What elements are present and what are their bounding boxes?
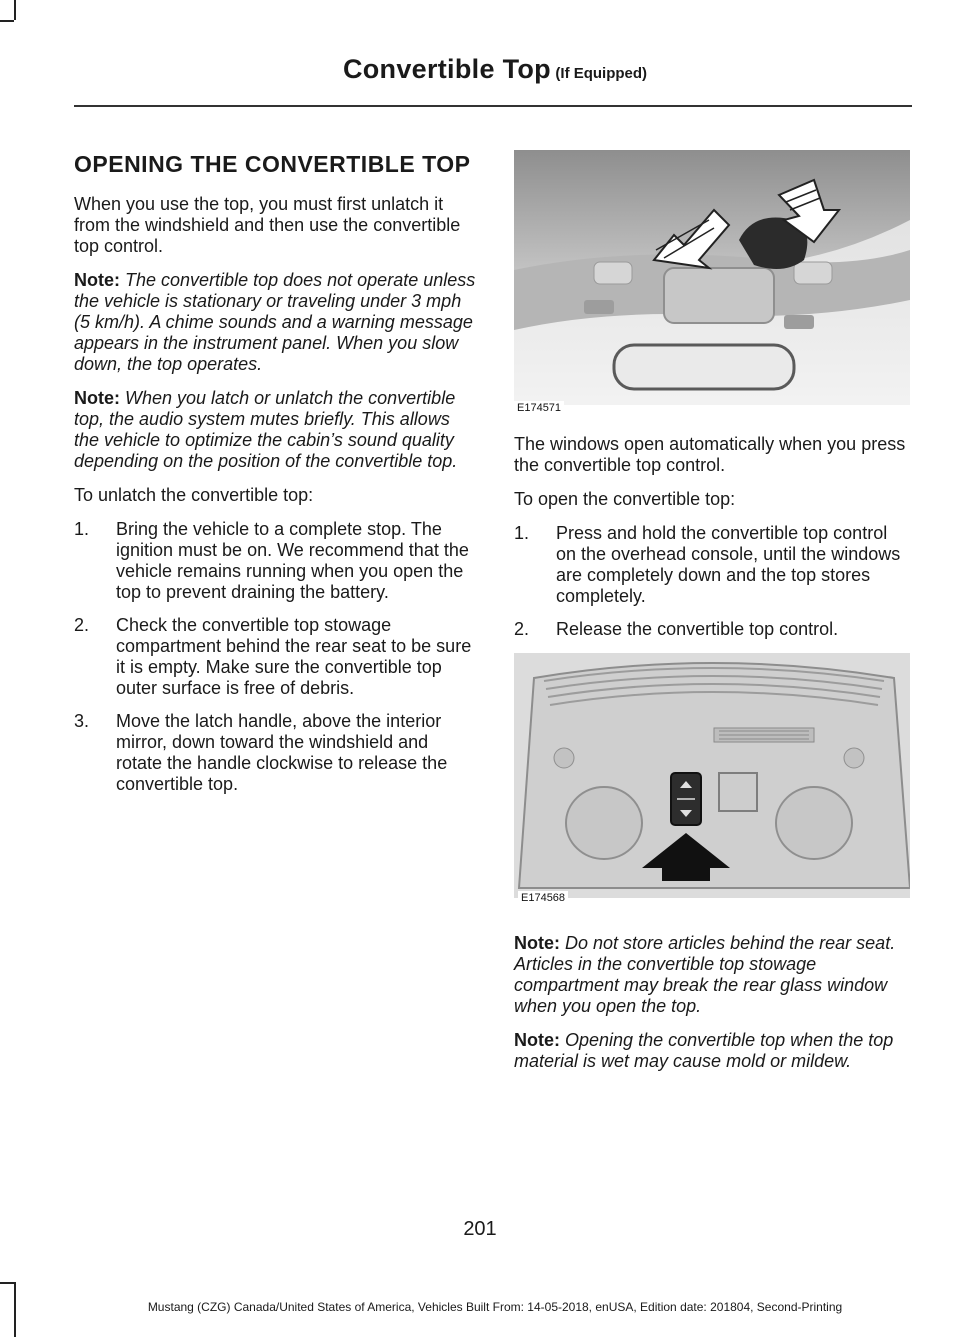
figure-code: E174568 — [518, 891, 568, 905]
list-item — [74, 519, 478, 603]
note-label: Note: — [514, 933, 560, 953]
note-label: Note: — [74, 270, 120, 290]
note-audio — [74, 388, 478, 472]
step-number: 1. — [514, 523, 530, 543]
step-text: Check the convertible top stowage compartment behind the rear seat to be sure it is empty. Make sure the convertible top outer surface is free of debris. — [116, 615, 472, 698]
list-item — [74, 615, 478, 699]
section-heading: OPENING THE CONVERTIBLE TOP — [74, 151, 471, 177]
header-subtitle: (If Equipped) — [555, 65, 648, 82]
note-wet — [514, 1030, 910, 1072]
note-text: When you latch or unlatch the convertible top, the audio system mutes briefly. This allows the vehicle to optimize the cabin’s sound quality depending on the position of the convertible top. — [74, 388, 458, 471]
windows-paragraph: The windows open automatically when you press the convertible top control. — [514, 434, 906, 475]
list-item — [514, 523, 910, 607]
step-text: Press and hold the convertible top control on the overhead console, until the windows are completely down and the top stores completely. — [556, 523, 901, 606]
note-text: Opening the convertible top when the top material is wet may cause mold or mildew. — [514, 1030, 894, 1071]
step-number: 1. — [74, 519, 90, 539]
overhead-console-drawing — [514, 653, 910, 911]
step-number: 3. — [74, 711, 90, 731]
crop-mark — [14, 0, 16, 20]
step-text: Bring the vehicle to a complete stop. The ignition must be on. We recommend that the vehicle remains running when you open the top to prevent draining the battery. — [116, 519, 469, 602]
footer-text: Mustang (CZG) Canada/United States of America, Vehicles Built From: 14-05-2018, enUSA, Edition date: 201804, Second-Printing — [147, 1300, 843, 1314]
list-item — [74, 711, 478, 795]
note-text: The convertible top does not operate unless the vehicle is stationary or traveling under 3 mph (5 km/h). A chime sounds and a warning message appears in the instrument panel. When you slow down, the top operates. — [74, 270, 476, 374]
step-number: 2. — [514, 619, 530, 639]
note-label: Note: — [514, 1030, 560, 1050]
figure-code: E174571 — [514, 401, 564, 415]
unlatch-intro: To unlatch the convertible top: — [74, 485, 314, 505]
crop-mark — [0, 20, 14, 22]
note-articles — [514, 933, 910, 1017]
latch-handle-illustration — [514, 150, 910, 415]
intro-paragraph: When you use the top, you must first unlatch it from the windshield and then use the convertible top control. — [74, 194, 461, 256]
header-rule — [74, 105, 912, 107]
unlatch-steps — [74, 519, 478, 795]
right-column — [514, 150, 910, 1085]
step-number: 2. — [74, 615, 90, 635]
step-text: Release the convertible top control. — [556, 619, 839, 639]
note-speed — [74, 270, 478, 375]
overhead-console-illustration — [514, 653, 910, 911]
open-steps — [514, 523, 910, 640]
crop-mark — [0, 1282, 14, 1284]
header-title: Convertible Top — [342, 54, 551, 84]
open-intro: To open the convertible top: — [514, 489, 736, 509]
note-label: Note: — [74, 388, 120, 408]
left-column — [74, 146, 478, 808]
latch-handle-drawing — [514, 150, 910, 415]
page-number: 201 — [463, 1218, 497, 1240]
note-text: Do not store articles behind the rear seat. Articles in the convertible top stowage compartment may break the rear glass window when you open the top. — [514, 933, 896, 1016]
step-text: Move the latch handle, above the interior mirror, down toward the windshield and rotate the handle clockwise to release the convertible top. — [116, 711, 448, 794]
list-item — [514, 619, 910, 640]
running-header — [0, 54, 960, 85]
